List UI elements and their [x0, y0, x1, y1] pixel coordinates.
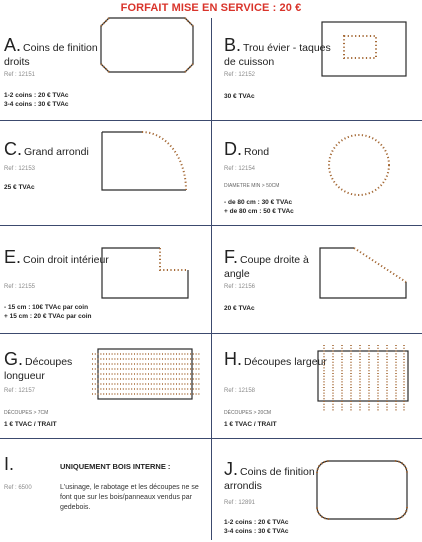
column-divider	[211, 18, 212, 540]
option-h-decoupes-largeur	[222, 350, 422, 454]
shape-rounded-corner	[100, 130, 190, 194]
option-note: DÉCOUPES > 7CM	[4, 410, 49, 416]
option-description: L'usinage, le rabotage et les découpes ne se font que sur les bois/panneaux vendus par gedebois.	[60, 484, 199, 511]
option-price: 1-2 coins : 20 € TVAc 3-4 coins : 30 € TVAc	[4, 92, 69, 108]
option-label: Découpes longueur	[4, 356, 73, 382]
shape-angled-cut	[318, 246, 410, 302]
option-label: Grand arrondi	[24, 146, 89, 158]
option-letter: I.	[4, 454, 15, 474]
option-letter: F.	[224, 247, 239, 267]
shape-rounded-rectangle	[314, 458, 410, 522]
option-letter: J.	[224, 459, 239, 479]
option-d-rond	[222, 140, 422, 244]
option-ref: Ref : 12156	[224, 284, 256, 290]
option-ref: Ref : 12891	[224, 500, 256, 506]
option-label: Coupe droite à angle	[224, 254, 309, 280]
option-ref: Ref : 12151	[4, 72, 36, 78]
option-ref: Ref : 12153	[4, 166, 36, 172]
option-a-coins-droits	[2, 36, 207, 140]
option-letter: H.	[224, 349, 242, 369]
option-f-coupe-angle	[222, 248, 422, 352]
option-b-trou-evier	[222, 36, 422, 140]
option-letter: G.	[4, 349, 24, 369]
option-ref: Ref : 6500	[4, 485, 32, 491]
option-price: 25 € TVAc	[4, 184, 35, 191]
option-c-grand-arrondi	[2, 140, 207, 244]
option-price: 1-2 coins : 20 € TVAc 3-4 coins : 30 € TVAc	[224, 519, 289, 535]
service-banner: FORFAIT MISE EN SERVICE : 20 €	[120, 2, 302, 14]
option-g-decoupes-longueur	[2, 350, 207, 454]
option-heading: UNIQUEMENT BOIS INTERNE :	[60, 462, 171, 471]
shape-chamfered-rectangle	[97, 14, 197, 76]
option-price: 30 € TVAc	[224, 93, 255, 100]
option-letter: E.	[4, 247, 22, 267]
shape-lengthwise-cuts	[90, 347, 202, 403]
option-ref: Ref : 12154	[224, 166, 256, 172]
option-label: Trou évier - taques de cuisson	[224, 42, 331, 68]
option-label: Découpes largeur	[244, 356, 327, 368]
option-ref: Ref : 12152	[224, 72, 256, 78]
option-e-coin-droit-interieur	[2, 248, 207, 352]
option-label: Coins de finition arrondis	[224, 466, 315, 492]
option-letter: C.	[4, 139, 22, 159]
option-note: DIAMETRE MIN > 50CM	[224, 183, 280, 189]
option-ref: Ref : 12157	[4, 388, 36, 394]
option-ref: Ref : 12158	[224, 388, 256, 394]
option-ref: Ref : 12155	[4, 284, 36, 290]
option-i-bois-interne	[2, 455, 207, 540]
shape-widthwise-cuts	[316, 343, 412, 413]
option-letter: D.	[224, 139, 242, 159]
option-label: Rond	[244, 146, 270, 158]
shape-circle	[326, 132, 392, 198]
option-letter: B.	[224, 35, 242, 55]
option-price: - 15 cm : 10€ TVAc par coin + 15 cm : 20 € TVAc par coin	[4, 304, 92, 320]
option-title	[224, 140, 336, 159]
option-label: Coin droit intérieur	[23, 254, 109, 266]
shape-rectangle-cutout	[320, 20, 408, 80]
option-letter: A.	[4, 35, 22, 55]
option-price: - de 80 cm : 30 € TVAc + de 80 cm : 50 € TVAc	[224, 199, 294, 215]
option-label: Coins de finition droits	[4, 42, 98, 68]
option-price: 20 € TVAc	[224, 305, 255, 312]
shape-inner-corner	[100, 246, 192, 302]
option-j-coins-arrondis	[222, 460, 422, 540]
option-price: 1 € TVAC / TRAIT	[224, 421, 277, 428]
option-price: 1 € TVAC / TRAIT	[4, 421, 57, 428]
option-note: DÉCOUPES > 20CM	[224, 410, 272, 416]
